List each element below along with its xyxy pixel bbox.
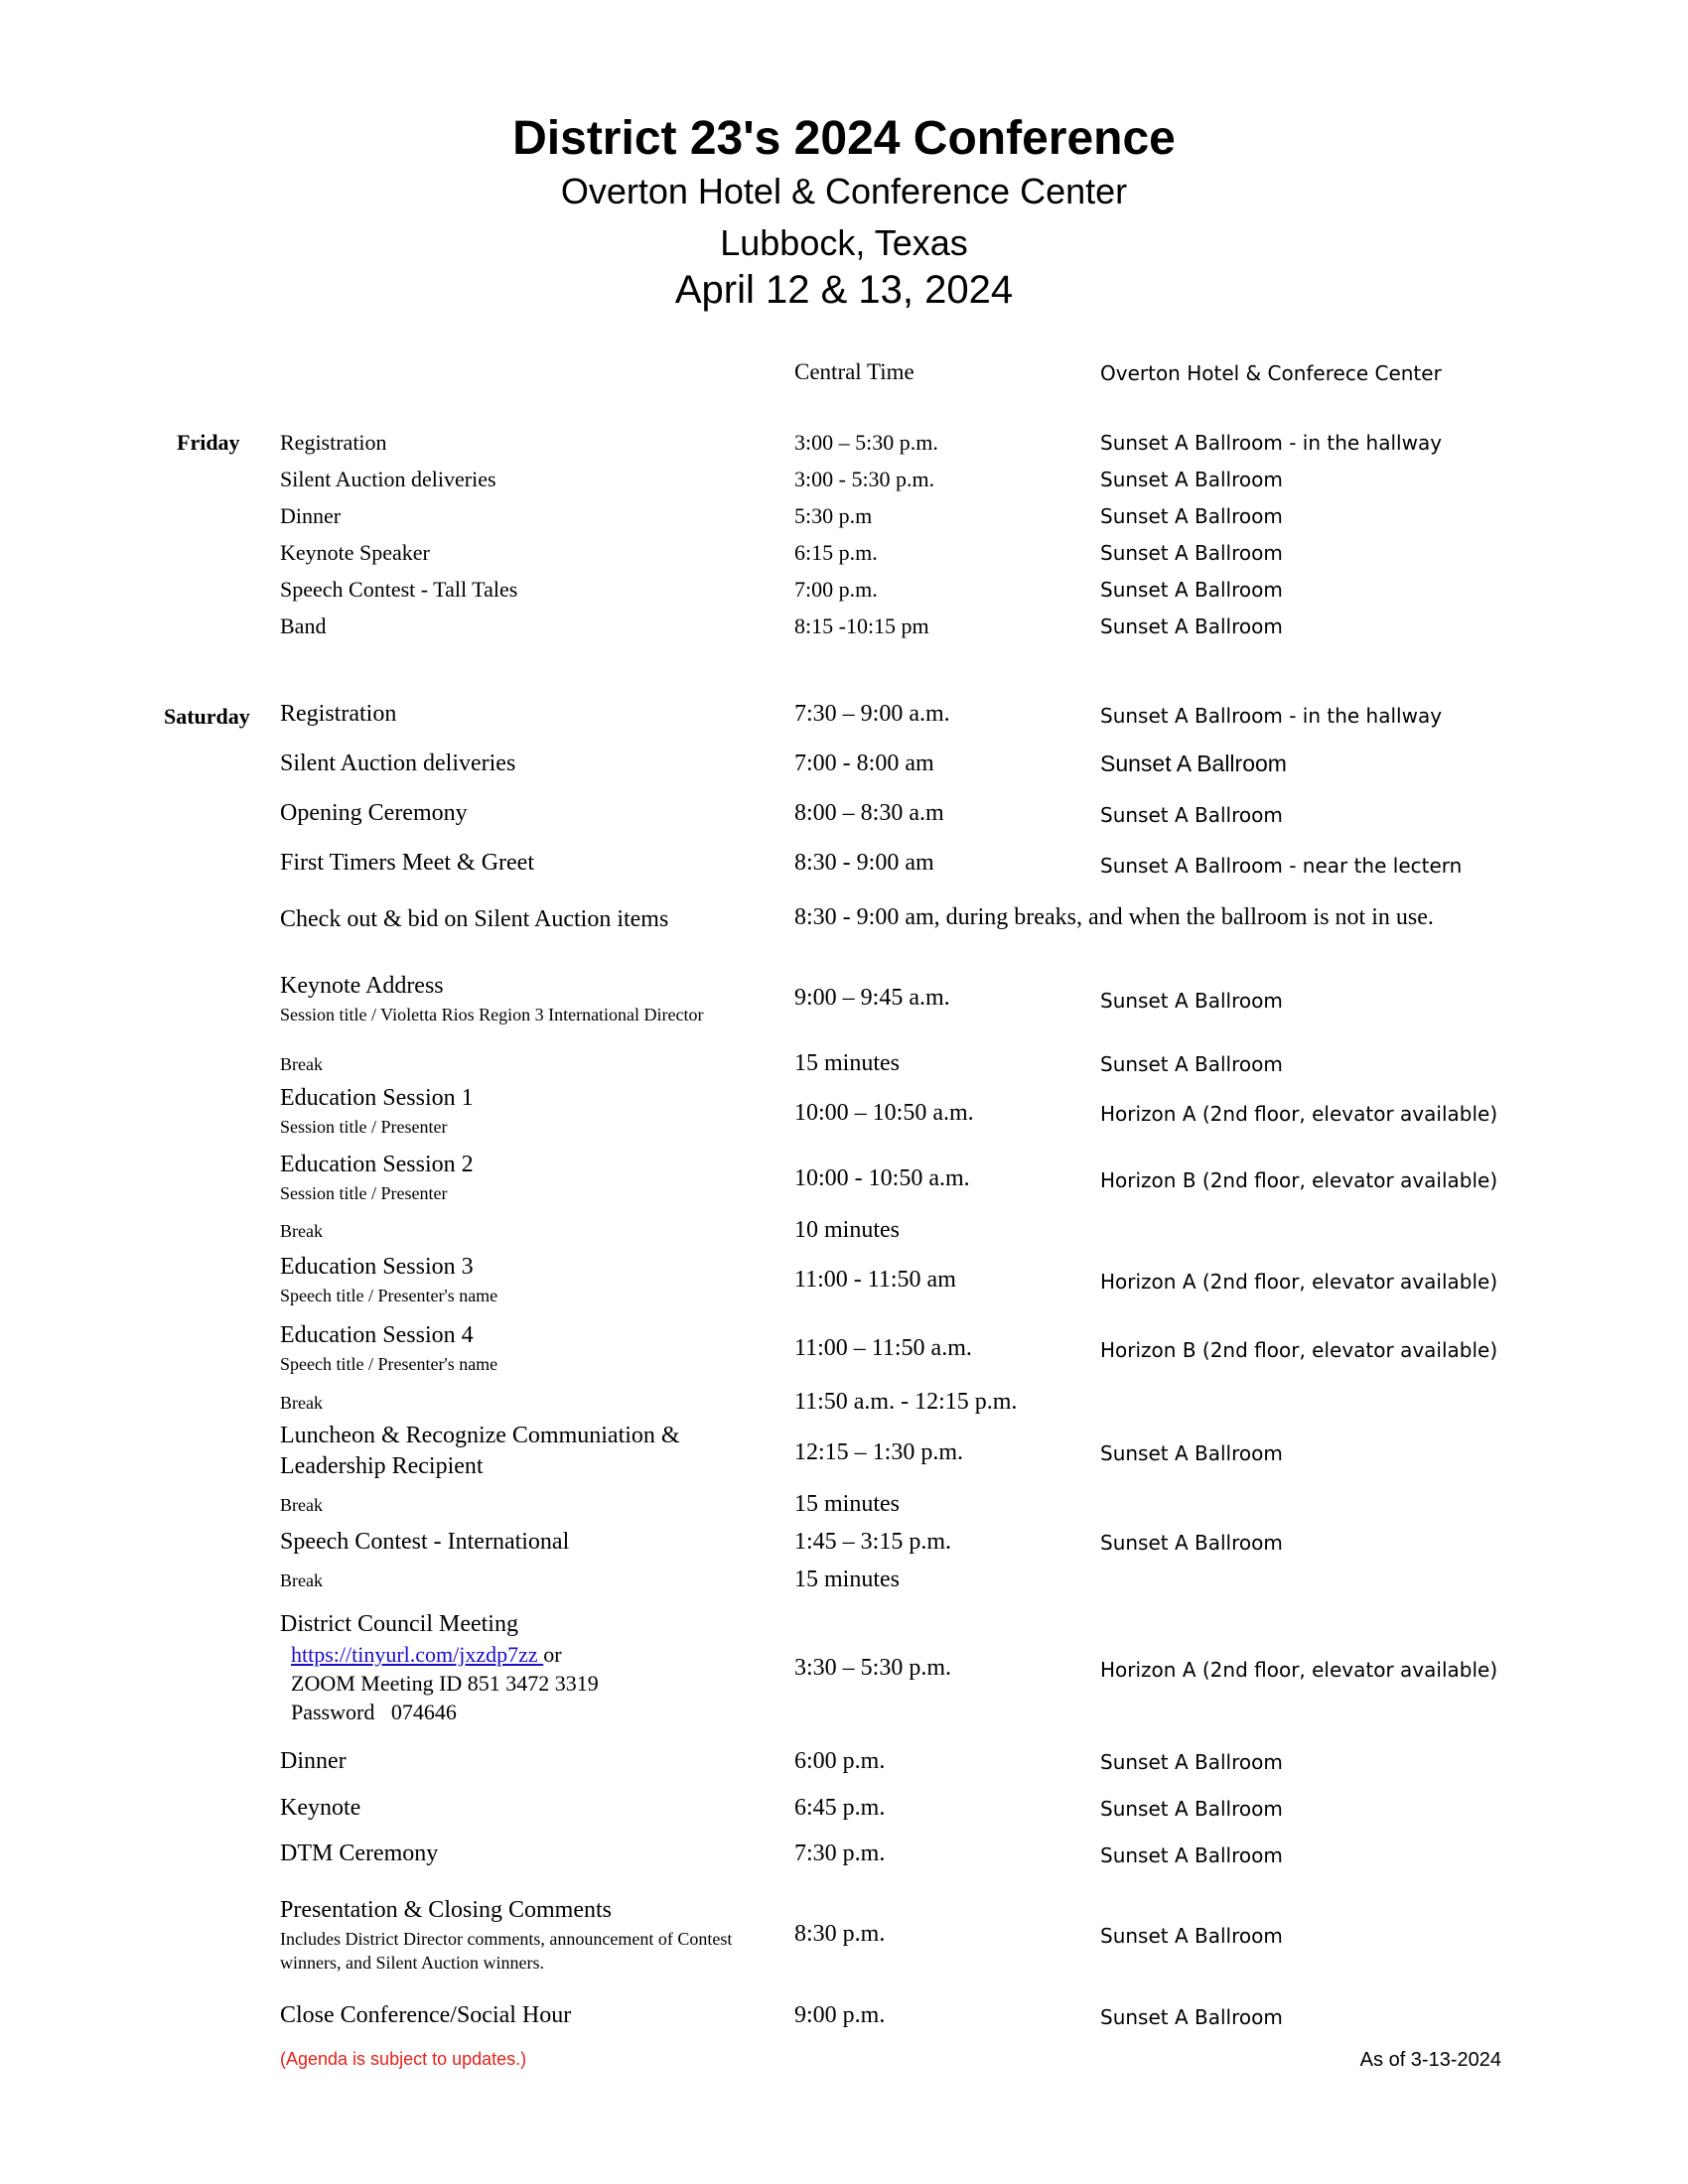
schedule-time: 15 minutes bbox=[794, 1491, 900, 1517]
schedule-event: Registration bbox=[280, 701, 397, 727]
schedule-event: Speech Contest - Tall Tales bbox=[280, 577, 518, 602]
schedule-event: Check out & bid on Silent Auction items bbox=[280, 906, 669, 932]
schedule-time: 6:00 p.m. bbox=[794, 1748, 886, 1774]
schedule-location: Sunset A Ballroom bbox=[1100, 989, 1283, 1013]
schedule-location: Sunset A Ballroom bbox=[1100, 2005, 1283, 2029]
schedule-time: 10:00 – 10:50 a.m. bbox=[794, 1100, 974, 1126]
schedule-location: Sunset A Ballroom bbox=[1100, 468, 1283, 491]
schedule-time: 3:30 – 5:30 p.m. bbox=[794, 1655, 952, 1681]
schedule-time: 10:00 - 10:50 a.m. bbox=[794, 1165, 970, 1191]
schedule-location: Sunset A Ballroom - near the lectern bbox=[1100, 854, 1463, 878]
schedule-time: 9:00 p.m. bbox=[794, 2002, 886, 2028]
schedule-time: 9:00 – 9:45 a.m. bbox=[794, 985, 950, 1011]
schedule-event: Dinner bbox=[280, 503, 342, 528]
schedule-event: Luncheon & Recognize Communiation & bbox=[280, 1423, 680, 1448]
schedule-location: Horizon B (2nd floor, elevator available) bbox=[1100, 1168, 1498, 1192]
schedule-time: 8:30 - 9:00 am, during breaks, and when the ballroom is not in use. bbox=[794, 904, 1434, 930]
schedule-event: Speech Contest - International bbox=[280, 1529, 570, 1555]
schedule-location: Sunset A Ballroom bbox=[1100, 1924, 1283, 1948]
schedule-location: Horizon B (2nd floor, elevator available) bbox=[1100, 1338, 1498, 1362]
schedule-event: Presentation & Closing Comments bbox=[280, 1897, 612, 1923]
schedule-event: Dinner bbox=[280, 1748, 347, 1774]
schedule-time: 6:45 p.m. bbox=[794, 1795, 886, 1821]
schedule-location: Horizon A (2nd floor, elevator available) bbox=[1100, 1658, 1498, 1682]
schedule-location: Sunset A Ballroom bbox=[1100, 578, 1283, 602]
schedule-event-detail: winners, and Silent Auction winners. bbox=[280, 1953, 544, 1973]
schedule-event: Band bbox=[280, 614, 327, 638]
schedule-location: Sunset A Ballroom bbox=[1100, 803, 1283, 827]
schedule-location: Sunset A Ballroom bbox=[1100, 1531, 1283, 1555]
schedule-event: Break bbox=[280, 1054, 323, 1074]
schedule-time: 8:15 -10:15 pm bbox=[794, 614, 929, 638]
schedule-event-detail: Speech title / Presenter's name bbox=[280, 1354, 498, 1374]
schedule-time: 11:50 a.m. - 12:15 p.m. bbox=[794, 1389, 1018, 1415]
zoom-meeting-link[interactable]: https://tinyurl.com/jxzdp7zz bbox=[291, 1642, 544, 1667]
schedule-event: Break bbox=[280, 1221, 323, 1241]
schedule-event: First Timers Meet & Greet bbox=[280, 850, 534, 876]
column-header-location: Overton Hotel & Conferece Center bbox=[1100, 361, 1442, 385]
page-title: District 23's 2024 Conference bbox=[512, 112, 1176, 165]
schedule-event: Keynote bbox=[280, 1795, 361, 1821]
schedule-time: 11:00 - 11:50 am bbox=[794, 1267, 956, 1293]
schedule-time: 3:00 - 5:30 p.m. bbox=[794, 467, 935, 491]
schedule-event: DTM Ceremony bbox=[280, 1841, 439, 1866]
schedule-event: Education Session 4 bbox=[280, 1322, 474, 1348]
schedule-event: District Council Meeting bbox=[280, 1611, 518, 1637]
zoom-link-line bbox=[291, 1642, 562, 1668]
schedule-event-detail: Speech title / Presenter's name bbox=[280, 1286, 498, 1305]
schedule-event: Keynote Speaker bbox=[280, 540, 430, 565]
schedule-time: 11:00 – 11:50 a.m. bbox=[794, 1335, 972, 1361]
schedule-event: Break bbox=[280, 1570, 323, 1590]
venue-subtitle: Overton Hotel & Conference Center bbox=[560, 171, 1128, 211]
schedule-time: 7:00 p.m. bbox=[794, 577, 878, 602]
schedule-location: Sunset A Ballroom bbox=[1100, 751, 1287, 776]
schedule-event-detail: Session title / Violetta Rios Region 3 International Director bbox=[280, 1005, 704, 1024]
schedule-event: Close Conference/Social Hour bbox=[280, 2002, 572, 2028]
schedule-time: 7:30 p.m. bbox=[794, 1841, 886, 1866]
schedule-event: Education Session 2 bbox=[280, 1152, 474, 1177]
schedule-location: Sunset A Ballroom - in the hallway bbox=[1100, 704, 1443, 728]
schedule-time: 8:30 p.m. bbox=[794, 1921, 886, 1947]
schedule-event: Silent Auction deliveries bbox=[280, 751, 516, 776]
schedule-event-detail: Session title / Presenter bbox=[280, 1183, 448, 1203]
schedule-time: 15 minutes bbox=[794, 1050, 900, 1076]
schedule-time: 10 minutes bbox=[794, 1217, 900, 1243]
day-label-saturday: Saturday bbox=[164, 704, 250, 729]
schedule-event-line2: Leadership Recipient bbox=[280, 1453, 484, 1479]
city-subtitle: Lubbock, Texas bbox=[720, 222, 968, 263]
zoom-meeting-id: ZOOM Meeting ID 851 3472 3319 bbox=[291, 1671, 599, 1696]
schedule-location: Sunset A Ballroom bbox=[1100, 504, 1283, 528]
schedule-location: Sunset A Ballroom bbox=[1100, 1441, 1283, 1465]
agenda-update-note: (Agenda is subject to updates.) bbox=[280, 2049, 527, 2069]
schedule-event: Opening Ceremony bbox=[280, 800, 468, 826]
schedule-time: 7:30 – 9:00 a.m. bbox=[794, 701, 950, 727]
schedule-event-detail: Session title / Presenter bbox=[280, 1117, 448, 1137]
schedule-event: Education Session 3 bbox=[280, 1254, 474, 1280]
schedule-location: Sunset A Ballroom bbox=[1100, 1797, 1283, 1821]
schedule-time: 3:00 – 5:30 p.m. bbox=[794, 430, 938, 455]
schedule-location: Sunset A Ballroom bbox=[1100, 541, 1283, 565]
schedule-time: 8:00 – 8:30 a.m bbox=[794, 800, 944, 826]
schedule-event: Registration bbox=[280, 430, 387, 455]
schedule-time: 8:30 - 9:00 am bbox=[794, 850, 934, 876]
schedule-time: 6:15 p.m. bbox=[794, 540, 878, 565]
schedule-location: Sunset A Ballroom bbox=[1100, 1052, 1283, 1076]
dates-subtitle: April 12 & 13, 2024 bbox=[674, 268, 1014, 312]
schedule-time: 15 minutes bbox=[794, 1567, 900, 1592]
schedule-event: Education Session 1 bbox=[280, 1085, 474, 1111]
schedule-location: Sunset A Ballroom bbox=[1100, 614, 1283, 638]
schedule-location: Sunset A Ballroom - in the hallway bbox=[1100, 431, 1443, 455]
day-label-friday: Friday bbox=[177, 430, 240, 455]
as-of-date: As of 3-13-2024 bbox=[1359, 2049, 1501, 2071]
schedule-time: 5:30 p.m bbox=[794, 503, 873, 528]
schedule-event-detail: Includes District Director comments, announcement of Contest bbox=[280, 1929, 733, 1949]
schedule-time: 1:45 – 3:15 p.m. bbox=[794, 1529, 952, 1555]
schedule-event: Keynote Address bbox=[280, 973, 444, 999]
zoom-password: Password 074646 bbox=[291, 1700, 457, 1724]
schedule-location: Horizon A (2nd floor, elevator available) bbox=[1100, 1102, 1498, 1126]
schedule-event: Break bbox=[280, 1393, 323, 1413]
schedule-location: Horizon A (2nd floor, elevator available) bbox=[1100, 1270, 1498, 1294]
zoom-link-or: or bbox=[543, 1642, 562, 1667]
schedule-event: Silent Auction deliveries bbox=[280, 467, 496, 491]
schedule-time: 7:00 - 8:00 am bbox=[794, 751, 934, 776]
schedule-location: Sunset A Ballroom bbox=[1100, 1843, 1283, 1867]
column-header-time: Central Time bbox=[794, 359, 914, 384]
schedule-location: Sunset A Ballroom bbox=[1100, 1750, 1283, 1774]
schedule-event: Break bbox=[280, 1495, 323, 1515]
schedule-time: 12:15 – 1:30 p.m. bbox=[794, 1439, 964, 1465]
